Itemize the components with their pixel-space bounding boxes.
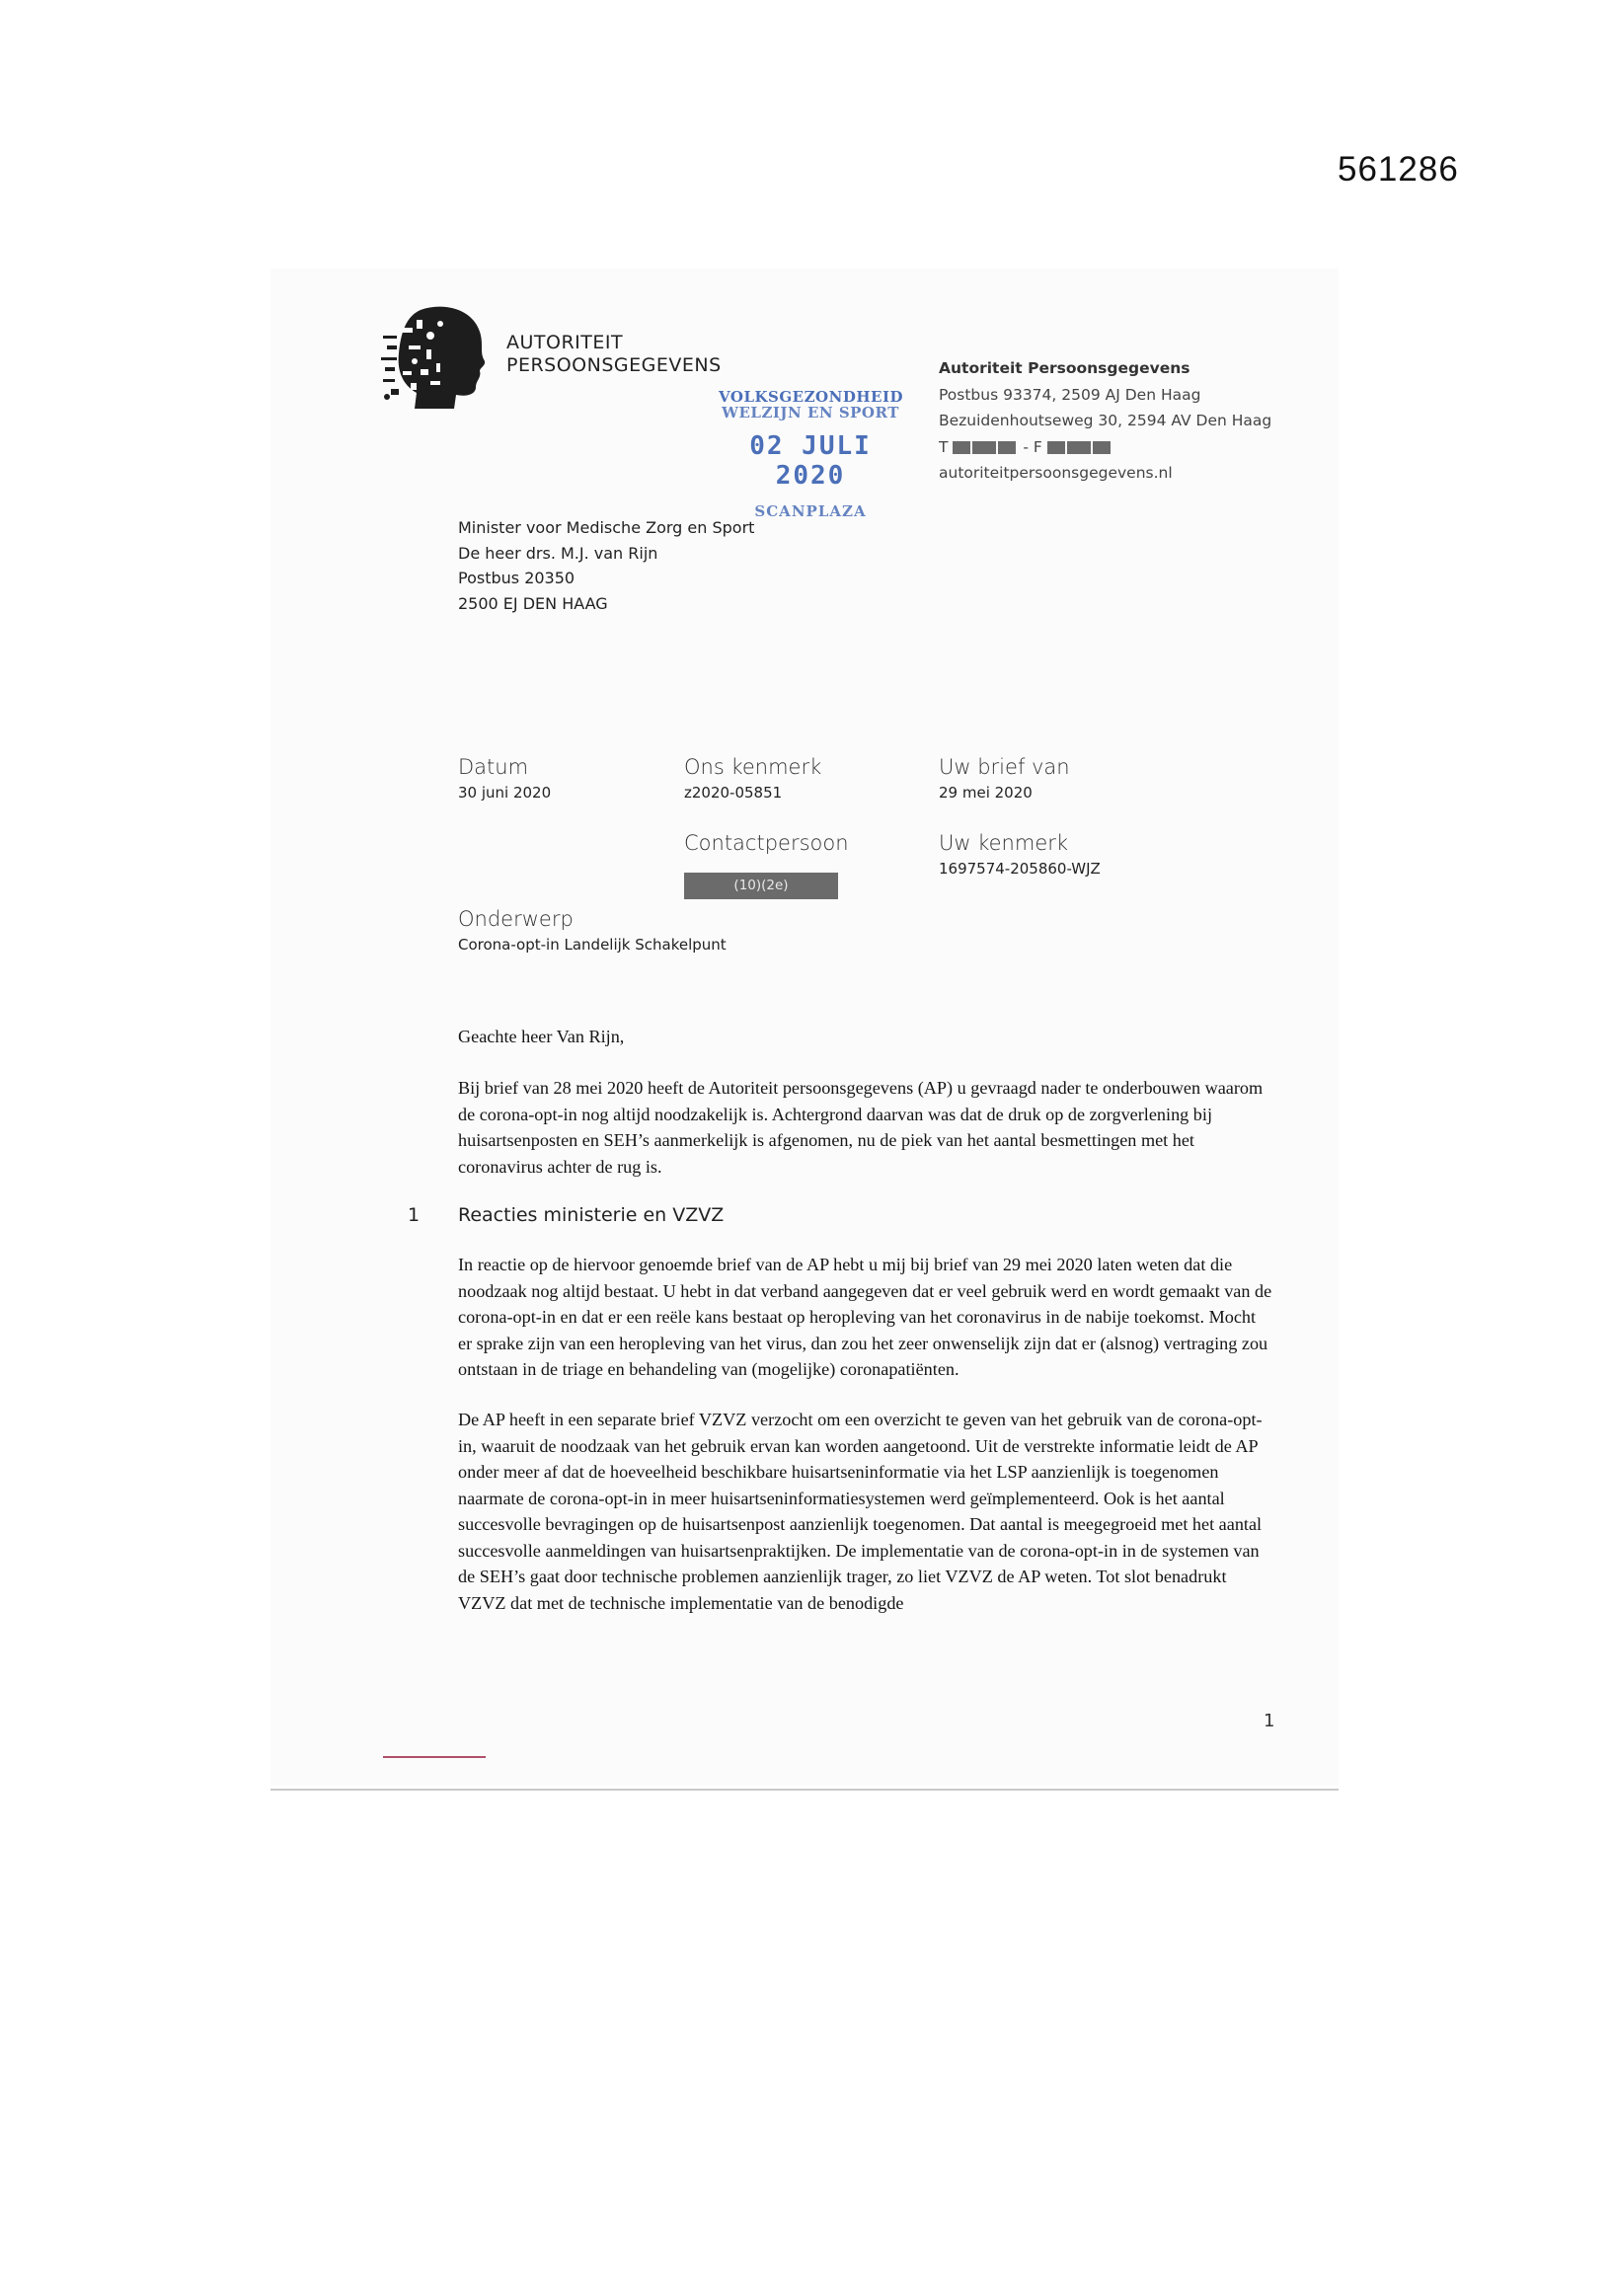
footer-accent-line <box>383 1756 486 1758</box>
page-number: 1 <box>1264 1711 1275 1731</box>
logo-wordmark <box>506 332 722 377</box>
stamp-line-3: SCANPLAZA <box>754 502 867 520</box>
redaction-block <box>953 441 970 454</box>
redaction-block <box>972 441 996 454</box>
addressee-line-3: Postbus 20350 <box>458 569 575 587</box>
redaction-block <box>1067 441 1091 454</box>
ons-kenmerk-label: Ons kenmerk <box>684 755 822 779</box>
sender-website: autoriteitpersoonsgegevens.nl <box>939 464 1173 482</box>
uw-kenmerk-label: Uw kenmerk <box>939 831 1069 855</box>
uw-kenmerk-value: 1697574-205860-WJZ <box>939 860 1101 878</box>
logo-line-1: AUTORITEIT <box>506 332 624 353</box>
redaction-block <box>1047 441 1065 454</box>
document-number: 561286 <box>1338 150 1459 189</box>
sender-postbus: Postbus 93374, 2509 AJ Den Haag <box>939 385 1201 404</box>
redaction-block <box>998 441 1016 454</box>
contactpersoon-redacted: (10)(2e) <box>684 873 838 899</box>
paragraph-2: In reactie op de hiervoor genoemde brief van de AP hebt u mij bij brief van 29 mei 2020 laten weten dat die noodzaak nog altijd bestaat. U hebt in dat verband aangegeven dat er veel gebruik werd en wordt gemaakt van de corona-opt-in en dat er een reële kans bestaat op heropleving van het coronavirus in de nabije toekomst. Mocht er sprake zijn van een heropleving van het virus, dan zou het zeer onwenselijk zijn dat er (alsnog) vertraging zou ontstaan in de triage en behandeling van (mogelijke) coronapatiënten. <box>458 1255 1272 1379</box>
sender-block <box>939 355 1271 487</box>
onderwerp-label: Onderwerp <box>458 907 574 931</box>
section-title: Reacties ministerie en VZVZ <box>458 1204 725 1226</box>
logo-head-icon <box>381 302 490 409</box>
sender-phone-fax <box>939 434 1271 461</box>
onderwerp-value: Corona-opt-in Landelijk Schakelpunt <box>458 936 727 954</box>
sender-name: Autoriteit Persoonsgegevens <box>939 359 1190 377</box>
logo-line-2: PERSOONSGEGEVENS <box>506 354 722 376</box>
uw-brief-label: Uw brief van <box>939 755 1070 779</box>
datum-label: Datum <box>458 755 529 779</box>
addressee-line-1: Minister voor Medische Zorg en Sport <box>458 518 755 537</box>
redaction-block <box>1093 441 1111 454</box>
section-number: 1 <box>408 1204 421 1226</box>
sender-address: Bezuidenhoutseweg 30, 2594 AV Den Haag <box>939 412 1272 429</box>
addressee-line-4: 2500 EJ DEN HAAG <box>458 593 608 613</box>
datum-value: 30 juni 2020 <box>458 784 552 802</box>
salutation: Geachte heer Van Rijn, <box>458 1027 625 1046</box>
addressee-line-2: De heer drs. M.J. van Rijn <box>458 543 658 563</box>
stamp-line-2: WELZIJN EN SPORT <box>722 404 899 421</box>
uw-brief-value: 29 mei 2020 <box>939 784 1033 802</box>
stamp-date: 02 JULI 2020 <box>749 431 872 491</box>
received-stamp <box>719 388 902 520</box>
contactpersoon-label: Contactpersoon <box>684 831 849 855</box>
fax-separator: - F <box>1023 437 1042 456</box>
addressee-block <box>458 515 754 616</box>
stamp-line-1: VOLKSGEZONDHEID <box>719 388 903 406</box>
sheet-edge-line <box>270 1789 1339 1791</box>
paragraph-3: De AP heeft in een separate brief VZVZ verzocht om een overzicht te geven van het gebruik van de corona-opt-in, waaruit de noodzaak van het gebruik ervan kan worden aangetoond. Uit de verstrekte informatie leidt de AP onder meer af dat de hoeveelheid beschikbare huisartseninformatie via het LSP aanzienlijk is toegenomen naarmate de corona-opt-in in meer huisartseninformatiesystemen werd geïmplementeerd. Ook is het aantal succesvolle bevragingen op de huisartsenpost aanzienlijk toegenomen. Dat aantal is meegegroeid met het aantal succesvolle aanmeldingen van huisartsenpraktijken. De implementatie van de corona-opt-in in de systemen van de SEH’s gaat door technische problemen aanzienlijk trager, zo liet VZVZ de AP weten. Tot slot benadrukt VZVZ dat met de technische implementatie van de benodigde <box>458 1410 1263 1613</box>
paragraph-1: Bij brief van 28 mei 2020 heeft de Autoriteit persoonsgegevens (AP) u gevraagd nader te onderbouwen waarom de corona-opt-in nog altijd noodzakelijk is. Achtergrond daarvan was dat de druk op de zorgverlening bij huisartsenposten en SEH’s aanmerkelijk is afgenomen, nu de piek van het aantal besmettingen met het coronavirus achter de rug is. <box>458 1078 1264 1177</box>
phone-prefix: T <box>939 437 949 456</box>
ons-kenmerk-value: z2020-05851 <box>684 784 783 802</box>
